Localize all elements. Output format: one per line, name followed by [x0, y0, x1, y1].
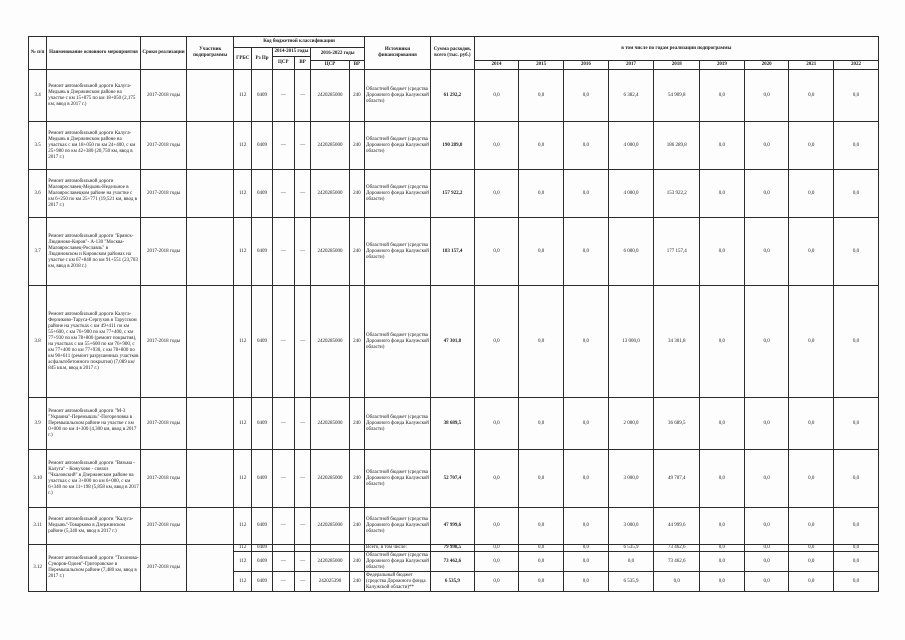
year-value-cell: 0,0: [474, 552, 519, 572]
measure-name: Ремонт автомобильной дороги "Брянск-Людиново-Киров"- А-130 "Москва-Малоярославец-Рославль" в Людиновском и Кировском районах на участке с км 67+848 по км 91+551 (23,703 км, ввод в 2018 г.): [47, 218, 140, 286]
rzpr-cell: 0409: [252, 286, 272, 398]
year-value-cell: 0,0: [834, 572, 879, 592]
sum-cell: 79 998,5: [431, 545, 475, 552]
table-row: [29, 398, 879, 450]
year-value-cell: 0,0: [834, 170, 879, 218]
year-value-cell: 0,0: [744, 450, 789, 508]
grbs-cell: 112: [234, 398, 252, 450]
year-value-cell: 0,0: [700, 450, 745, 508]
csr-2016-cell: 2420285000: [311, 552, 350, 572]
year-value-cell: 0,0: [744, 70, 789, 122]
participant-cell: [187, 122, 234, 170]
year-value-cell: 0,0: [789, 552, 834, 572]
sum-cell: 73 462,6: [431, 552, 475, 572]
vr-2016-cell: 240: [349, 572, 364, 592]
year-value-cell: 0,0: [789, 545, 834, 552]
sum-cell: 52 707,4: [431, 450, 475, 508]
csr-2016-cell: 2420285000: [311, 170, 350, 218]
col-csr1-header: ЦСР: [272, 57, 294, 70]
measure-name: Ремонт автомобильной дороги Малоярославец-Медынь-Недельное в Малоярославецком районе на участке с км 6+250 по км 25+771 (19,521 км, ввод в 2017 г.): [47, 170, 140, 218]
year-value-cell: 6 535,9: [608, 545, 654, 552]
year-value-cell: 0,0: [519, 552, 564, 572]
vr-2016-cell: 240: [349, 398, 364, 450]
year-value-cell: 0,0: [519, 450, 564, 508]
year-value-cell: 0,0: [789, 286, 834, 398]
year-header: 2021: [789, 61, 834, 70]
table-row: [29, 70, 879, 122]
year-value-cell: 0,0: [474, 508, 519, 545]
year-value-cell: 0,0: [789, 398, 834, 450]
csr-2014-cell: [272, 545, 294, 552]
year-value-cell: 0,0: [834, 70, 879, 122]
year-value-cell: 0,0: [744, 552, 789, 572]
vr-2016-cell: [349, 545, 364, 552]
year-value-cell: 177 157,4: [654, 218, 700, 286]
budget-table: [28, 36, 879, 592]
grbs-cell: 112: [234, 218, 252, 286]
vr-2014-cell: —: [294, 170, 310, 218]
year-value-cell: 0,0: [519, 545, 564, 552]
row-number: 3.7: [29, 218, 47, 286]
year-header: 2016: [564, 61, 609, 70]
year-value-cell: 0,0: [834, 508, 879, 545]
year-value-cell: 13 000,0: [608, 286, 654, 398]
grbs-cell: 112: [234, 286, 252, 398]
csr-2014-cell: —: [272, 450, 294, 508]
rzpr-cell: 0409: [252, 508, 272, 545]
vr-2014-cell: —: [294, 552, 310, 572]
year-value-cell: 0,0: [789, 218, 834, 286]
year-value-cell: 0,0: [744, 508, 789, 545]
csr-2016-cell: 2420285000: [311, 398, 350, 450]
year-header: 2022: [834, 61, 879, 70]
grbs-cell: 112: [234, 122, 252, 170]
col-2016-2022-header: 2016-2022 годы: [311, 48, 365, 61]
year-header: 2018: [654, 61, 700, 70]
col-no-header: № п/п: [29, 37, 47, 70]
rzpr-cell: 0409: [252, 450, 272, 508]
col-grbs-header: ГРБС: [234, 48, 252, 70]
year-value-cell: 0,0: [744, 398, 789, 450]
terms-cell: 2017-2018 годы: [140, 450, 187, 508]
row-number: 3.8: [29, 286, 47, 398]
source-cell: Областной бюджет (средства Дорожного фонда Калужской области): [365, 70, 431, 122]
col-by-year-header: в том числе по годам реализации подпрограммы: [474, 37, 878, 61]
row-number: 3.12: [29, 545, 47, 592]
vr-2014-cell: —: [294, 218, 310, 286]
source-cell: Областной бюджет (средства Дорожного фонда Калужской области): [366, 552, 429, 570]
vr-2014-cell: —: [294, 450, 310, 508]
year-value-cell: 0,0: [789, 122, 834, 170]
year-value-cell: 0,0: [789, 450, 834, 508]
grbs-cell: 112: [234, 552, 252, 572]
table-row: [29, 170, 879, 218]
year-value-cell: 6 000,0: [608, 218, 654, 286]
year-value-cell: 0,0: [564, 545, 609, 552]
vr-2014-cell: —: [294, 122, 310, 170]
year-value-cell: 6 382,4: [608, 70, 654, 122]
year-value-cell: 0,0: [564, 552, 609, 572]
vr-2014-cell: —: [294, 286, 310, 398]
year-value-cell: 0,0: [564, 122, 609, 170]
participant-cell: [187, 450, 234, 508]
participant-cell: [187, 286, 234, 398]
year-value-cell: 0,0: [474, 218, 519, 286]
col-sources-header: Источники финансирования: [365, 37, 431, 70]
csr-2016-cell: 242025390: [311, 572, 350, 592]
sum-cell: 183 157,4: [431, 218, 475, 286]
vr-2016-cell: 240: [349, 70, 364, 122]
source-cell: Областной бюджет (средства Дорожного фонда Калужской области): [365, 398, 431, 450]
measure-name: Ремонт автомобильной дороги "Калуга-Медынь"-Товарково в Дзержинском районе (5,340 км, ввод в 2017 г.): [47, 508, 140, 545]
terms-cell: 2017-2018 годы: [140, 545, 187, 592]
year-value-cell: 0,0: [834, 545, 879, 552]
vr-2014-cell: —: [294, 70, 310, 122]
year-value-cell: 0,0: [700, 552, 745, 572]
year-value-cell: 0,0: [744, 218, 789, 286]
col-vr1-header: ВР: [294, 57, 310, 70]
row-number: 3.6: [29, 170, 47, 218]
year-value-cell: 0,0: [474, 450, 519, 508]
row-number: 3.10: [29, 450, 47, 508]
measure-name: Ремонт автомобильной дороги Калуга-Медынь в Дзержинском районе на участках с км 18+050 по км 24+400, с км 25+980 по км 42+380 (20,750 км, ввод в 2017 г.): [47, 122, 140, 170]
csr-2016-cell: 2420285000: [311, 70, 350, 122]
col-2014-2015-header: 2014-2015 годы: [272, 48, 311, 57]
grbs-cell: 112: [234, 70, 252, 122]
year-value-cell: 0,0: [744, 122, 789, 170]
csr-2014-cell: —: [272, 398, 294, 450]
col-budget-code-header: Код бюджетной классификации: [234, 37, 365, 48]
year-value-cell: 0,0: [474, 572, 519, 592]
year-value-cell: 54 909,8: [654, 70, 700, 122]
rzpr-cell: 0409: [252, 545, 272, 552]
col-sum-header: Сумма расходов, всего (тыс. руб.): [431, 37, 475, 70]
year-value-cell: 0,0: [474, 398, 519, 450]
col-vr2-header: ВР: [349, 61, 364, 70]
col-terms-header: Сроки реализации: [140, 37, 187, 70]
grbs-cell: 112: [234, 450, 252, 508]
row-number: 3.5: [29, 122, 47, 170]
measure-name: Ремонт автомобильной дороги "М-3 "Украина"-Перемышль"-Погореловка в Перемышльском районе на участке с км 0+000 по км 4+300 (4,300 км, ввод в 2017 г.): [47, 398, 140, 450]
measure-name: Ремонт автомобильной дороги "Тихонова-Суворов-Одоев"-Григоровское в Перемышльском районе (7,480 км, ввод в 2017 г.): [47, 545, 140, 592]
year-value-cell: 3 000,0: [608, 508, 654, 545]
year-value-cell: 4 000,0: [608, 170, 654, 218]
year-value-cell: 0,0: [564, 286, 609, 398]
terms-cell: 2017-2018 годы: [140, 398, 187, 450]
year-value-cell: 153 922,2: [654, 170, 700, 218]
sum-cell: 47 301,8: [431, 286, 475, 398]
year-value-cell: 0,0: [564, 70, 609, 122]
rzpr-cell: 0409: [252, 572, 272, 592]
year-value-cell: 0,0: [519, 170, 564, 218]
table-row: [29, 122, 879, 170]
rzpr-cell: 0409: [252, 122, 272, 170]
year-value-cell: 0,0: [789, 170, 834, 218]
measure-name: Ремонт автомобильной дороги Калуга-Ферзиково-Таруса-Серпухов в Тарусском районе на участках с км 49+411 по км 55+600, с км 76+900 по км 77+400, с км 77+930 по км 78+800 (ремонт покрытия), на участках с км 55+600 по км 76+900, с км 77+400 по км 77+930, с км 78+800 по км 90+611 (ремонт разрушенных участков асфальтобетонного покрытия) (7,089 км/ 845 кв.м, ввод в 2017 г.): [47, 286, 140, 398]
year-value-cell: 0,0: [789, 508, 834, 545]
source-cell: Областной бюджет (средства Дорожного фонда Калужской области): [365, 122, 431, 170]
year-header: 2020: [744, 61, 789, 70]
year-value-cell: 0,0: [564, 218, 609, 286]
year-value-cell: 0,0: [700, 122, 745, 170]
year-value-cell: 0,0: [789, 70, 834, 122]
row-number: 3.4: [29, 70, 47, 122]
year-value-cell: 0,0: [700, 545, 745, 552]
grbs-cell: 112: [234, 545, 252, 552]
terms-cell: 2017-2018 годы: [140, 286, 187, 398]
sum-cell: 6 535,9: [431, 572, 475, 592]
table-row: [29, 286, 879, 398]
year-header: 2017: [608, 61, 654, 70]
year-value-cell: 0,0: [654, 572, 700, 592]
csr-2014-cell: —: [272, 572, 294, 592]
terms-cell: 2017-2018 годы: [140, 218, 187, 286]
source-cell: Всего, в том числе:: [365, 545, 431, 552]
col-csr2-header: ЦСР: [311, 61, 350, 70]
sum-cell: 61 292,2: [431, 70, 475, 122]
year-header: 2014: [474, 61, 519, 70]
sum-cell: 38 689,5: [431, 398, 475, 450]
year-value-cell: 0,0: [519, 70, 564, 122]
participant-cell: [187, 508, 234, 545]
year-value-cell: 0,0: [700, 572, 745, 592]
year-value-cell: 0,0: [519, 122, 564, 170]
col-participants-header: Участник подпрограммы: [187, 37, 234, 70]
csr-2016-cell: [311, 545, 350, 552]
year-value-cell: 186 289,8: [654, 122, 700, 170]
vr-2016-cell: 240: [349, 122, 364, 170]
year-value-cell: 0,0: [564, 508, 609, 545]
csr-2014-cell: —: [272, 170, 294, 218]
rzpr-cell: 0409: [252, 552, 272, 572]
vr-2014-cell: [294, 545, 310, 552]
year-value-cell: 0,0: [564, 170, 609, 218]
sum-cell: 190 289,8: [431, 122, 475, 170]
grbs-cell: 112: [234, 170, 252, 218]
year-value-cell: 0,0: [700, 398, 745, 450]
rzpr-cell: 0409: [252, 218, 272, 286]
year-value-cell: 0,0: [744, 545, 789, 552]
table-body: [29, 70, 879, 592]
year-value-cell: 0,0: [519, 398, 564, 450]
vr-2014-cell: —: [294, 572, 310, 592]
csr-2016-cell: 2420285000: [311, 450, 350, 508]
year-value-cell: 0,0: [519, 572, 564, 592]
csr-2016-cell: 2420285000: [311, 218, 350, 286]
terms-cell: 2017-2018 годы: [140, 508, 187, 545]
vr-2016-cell: 240: [349, 170, 364, 218]
source-cell: Федеральный бюджет (средства Дорожного фонда Калужской области)**: [365, 572, 431, 592]
year-value-cell: 0,0: [474, 286, 519, 398]
terms-cell: 2017-2018 годы: [140, 122, 187, 170]
participant-cell: [187, 70, 234, 122]
year-value-cell: 6 535,9: [608, 572, 654, 592]
year-header: 2019: [700, 61, 745, 70]
year-value-cell: 0,0: [834, 450, 879, 508]
year-value-cell: 49 707,4: [654, 450, 700, 508]
year-value-cell: 0,0: [564, 572, 609, 592]
row-number: 3.11: [29, 508, 47, 545]
year-value-cell: 0,0: [834, 286, 879, 398]
year-value-cell: 0,0: [564, 450, 609, 508]
table-row: [29, 508, 879, 545]
table-row: [29, 218, 879, 286]
vr-2016-cell: 240: [349, 450, 364, 508]
year-value-cell: 0,0: [519, 218, 564, 286]
vr-2016-cell: 240: [349, 286, 364, 398]
source-cell: Областной бюджет (средства Дорожного фонда Калужской области): [365, 508, 431, 545]
table-row: [29, 450, 879, 508]
measure-name: Ремонт автомобильной дороги "Вязьма - Калуга" - Кожухово - совхоз "Чкаловский" в Дзержинском районе на участках с км 3+000 по км 6+000, с км 6+340 по км 11+198 (5,858 км, ввод в 2017 г.): [47, 450, 140, 508]
sum-cell: 157 922,2: [431, 170, 475, 218]
grbs-cell: 112: [234, 572, 252, 592]
vr-2016-cell: 240: [349, 552, 364, 572]
csr-2014-cell: —: [272, 552, 294, 572]
terms-cell: 2017-2018 годы: [140, 70, 187, 122]
csr-2016-cell: 2420285000: [311, 286, 350, 398]
year-value-cell: 0,0: [608, 552, 654, 572]
vr-2014-cell: —: [294, 398, 310, 450]
source-cell: Областной бюджет (средства Дорожного фонда Калужской области): [365, 218, 431, 286]
year-value-cell: 0,0: [519, 286, 564, 398]
grbs-cell: 112: [234, 508, 252, 545]
year-value-cell: 0,0: [834, 398, 879, 450]
year-value-cell: 0,0: [474, 170, 519, 218]
year-value-cell: 0,0: [700, 70, 745, 122]
row-number: 3.9: [29, 398, 47, 450]
vr-2016-cell: 240: [349, 508, 364, 545]
csr-2016-cell: 2420285000: [311, 122, 350, 170]
csr-2014-cell: —: [272, 508, 294, 545]
sum-cell: 47 999,6: [431, 508, 475, 545]
rzpr-cell: 0409: [252, 70, 272, 122]
year-value-cell: 0,0: [744, 572, 789, 592]
participant-cell: [187, 170, 234, 218]
year-value-cell: 0,0: [474, 122, 519, 170]
year-value-cell: 0,0: [474, 545, 519, 552]
rzpr-cell: 0409: [252, 398, 272, 450]
year-value-cell: 0,0: [519, 508, 564, 545]
csr-2014-cell: —: [272, 286, 294, 398]
year-value-cell: 2 000,0: [608, 398, 654, 450]
participant-cell: [187, 545, 234, 592]
year-value-cell: 3 000,0: [608, 450, 654, 508]
year-value-cell: 0,0: [789, 572, 834, 592]
year-value-cell: 73 462,6: [654, 552, 700, 572]
year-value-cell: 0,0: [834, 122, 879, 170]
participant-cell: [187, 218, 234, 286]
measure-name: Ремонт автомобильной дороги Калуга-Медынь в Дзержинском районе на участке с км 15+875 по км 18+050 (2,175 км, ввод в 2017 г.): [47, 70, 140, 122]
rzpr-cell: 0409: [252, 170, 272, 218]
terms-cell: 2017-2018 годы: [140, 170, 187, 218]
year-value-cell: 0,0: [834, 218, 879, 286]
year-value-cell: 34 301,8: [654, 286, 700, 398]
csr-2016-cell: 2420285000: [311, 508, 350, 545]
year-value-cell: 0,0: [474, 70, 519, 122]
participant-cell: [187, 398, 234, 450]
year-value-cell: 0,0: [834, 552, 879, 572]
year-value-cell: 36 689,5: [654, 398, 700, 450]
year-value-cell: 0,0: [744, 286, 789, 398]
csr-2014-cell: —: [272, 70, 294, 122]
table-row: [29, 545, 879, 552]
vr-2016-cell: 240: [349, 218, 364, 286]
year-value-cell: 0,0: [700, 508, 745, 545]
vr-2014-cell: —: [294, 508, 310, 545]
year-value-cell: 73 462,6: [654, 545, 700, 552]
year-value-cell: 0,0: [700, 170, 745, 218]
year-value-cell: 4 000,0: [608, 122, 654, 170]
year-value-cell: 0,0: [700, 218, 745, 286]
col-rzpr-header: Рз Пр: [252, 48, 272, 70]
col-name-header: Наименование основного мероприятия: [47, 37, 140, 70]
source-cell: Областной бюджет (средства Дорожного фонда Калужской области): [365, 286, 431, 398]
year-value-cell: 44 999,6: [654, 508, 700, 545]
year-value-cell: 0,0: [700, 286, 745, 398]
csr-2014-cell: —: [272, 122, 294, 170]
year-header: 2015: [519, 61, 564, 70]
source-cell: Областной бюджет (средства Дорожного фонда Калужской области): [365, 450, 431, 508]
source-cell: Областной бюджет (средства Дорожного фонда Калужской области): [365, 170, 431, 218]
year-value-cell: 0,0: [564, 398, 609, 450]
csr-2014-cell: —: [272, 218, 294, 286]
year-value-cell: 0,0: [744, 170, 789, 218]
